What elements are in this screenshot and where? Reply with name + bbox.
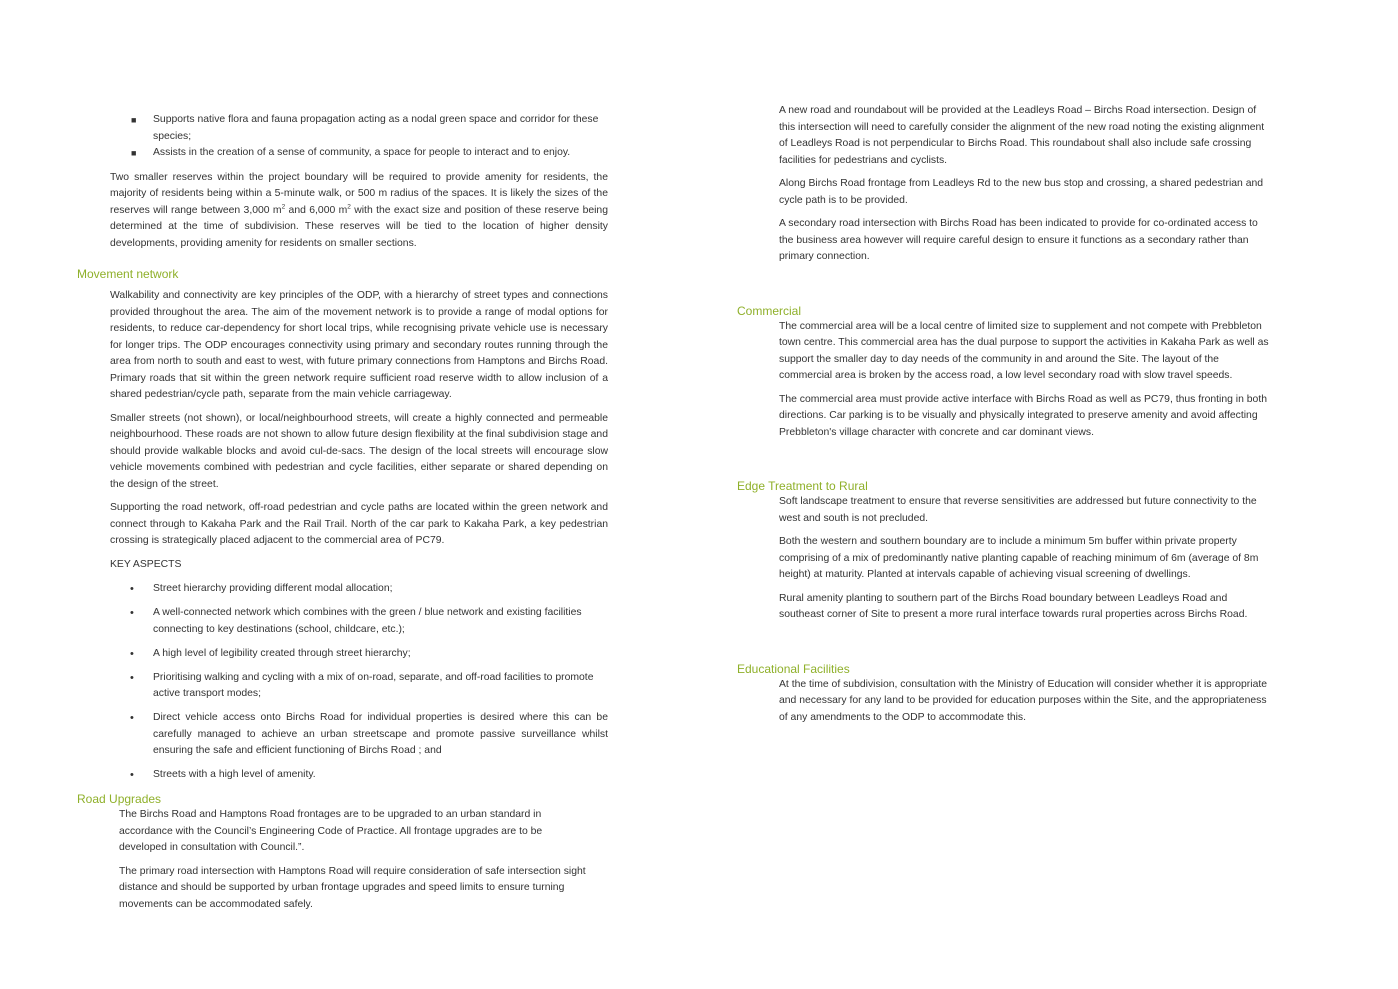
edge-paragraph: Rural amenity planting to southern part of the Birchs Road boundary between Leadleys Road and southeast corner of Site to present a more rural interface towards rural properties across Birchs Road. [779, 592, 1248, 620]
square-bullet-icon: ■ [131, 148, 137, 158]
intro-bullet-list [77, 112, 608, 162]
edge-treatment-heading: Edge Treatment to Rural [737, 479, 868, 493]
commercial-body [779, 319, 1269, 442]
key-aspects-list [77, 581, 608, 784]
road-paragraph: A secondary road intersection with Birchs Road has been indicated to provide for co-ordinated access to the business area however will require careful design to ensure it functions as a secondary rather than primary connection. [779, 218, 1258, 262]
road-upgrades-body [119, 807, 589, 913]
list-item: ■ Supports native flora and fauna propagation acting as a nodal green space and corridor for these species; [131, 114, 599, 142]
edge-paragraph: Both the western and southern boundary are to include a minimum 5m buffer within private property comprising of a mix of predominantly native planting capable of reaching minimum of 6m (average of 8m height) at maturity. Planted at intervals capable of achieving visual screening of dwellings. [779, 536, 1259, 580]
round-bullet-icon: • [130, 583, 134, 595]
round-bullet-icon: • [130, 671, 134, 684]
commercial-heading: Commercial [737, 303, 802, 318]
education-paragraph: At the time of subdivision, consultation with the Ministry of Education will consider whether it is appropriate and necessary for any land to be provided for education purposes within the Site, and the appropriateness of any amendments to the ODP to accommodate this. [779, 678, 1268, 723]
commercial-paragraph: The commercial area must provide active interface with Birchs Road as well as PC79, thus fronting in both directions. Car parking is to be visually and physically integrated to preserve amenity and avoid affecting Prebbleton's village character with concrete and car dominant views. [779, 393, 1268, 438]
list-item: • Prioritising walking and cycling with a mix of on-road, separate, and off-road facilities to promote active transport modes; [130, 671, 594, 699]
list-item: • Streets with a high level of amenity. [77, 767, 608, 784]
edge-treatment-body [779, 494, 1269, 624]
educational-facilities-body [779, 677, 1269, 727]
list-item: ■ Assists in the creation of a sense of community, a space for people to interact and to enjoy. [77, 145, 608, 162]
road-upgrades-heading: Road Upgrades [77, 792, 162, 806]
round-bullet-icon: • [130, 769, 134, 781]
road-paragraph: The primary road intersection with Hamptons Road will require consideration of safe intersection sight distance and should be supported by urban frontage upgrades and speed limits to ensure turning movements can be accommodated safely. [119, 865, 586, 910]
movement-paragraph: Walkability and connectivity are key principles of the ODP, with a hierarchy of street types and connections provided throughout the area. The aim of the movement network is to provide a range of modal options for residents, to reduce car-dependency for short local trips, while recognising private vehicle use is necessary for longer trips. The ODP encourages connectivity using primary and secondary routes running through the area from north to south and east to west, with future primary connections from Hamptons and Birchs Road. Primary roads that sit within the green network require sufficient road reserve width to allow inclusion of a shared pedestrian/cycle path, separate from the main vehicle carriageway. [110, 290, 608, 400]
right-column [737, 103, 1268, 733]
round-bullet-icon: • [130, 712, 134, 724]
road-paragraph: A new road and roundabout will be provided at the Leadleys Road – Birchs Road intersection. Design of this intersection will need to carefully consider the alignment of the new road noting the existing alignment of Leadleys Road is not perpendicular to Birchs Road. This roundabout shall also include safe crossing facilities for pedestrians and cyclists. [779, 105, 1265, 166]
road-continued-body [779, 103, 1269, 266]
list-item: • Direct vehicle access onto Birchs Road for individual properties is desired where this can be carefully managed to achieve an urban streetscape and promote passive surveillance whilst ensuring the safe and efficient functioning of Birchs Road ; and [130, 712, 608, 756]
movement-paragraph: Supporting the road network, off-road pedestrian and cycle paths are located within the green network and connect through to Kakaha Park and the Rail Trail. North of the car park to Kakaha Park, a key pedestrian crossing is strategically placed adjacent to the commercial area of PC79. [110, 502, 608, 546]
road-paragraph: Along Birchs Road frontage from Leadleys Rd to the new bus stop and crossing, a shared pedestrian and cycle path is to be provided. [779, 178, 1264, 206]
edge-paragraph: Soft landscape treatment to ensure that reverse sensitivities are addressed but future connectivity to the west and south is not precluded. [779, 496, 1257, 524]
educational-facilities-heading: Educational Facilities [737, 661, 850, 676]
commercial-paragraph: The commercial area will be a local centre of limited size to supplement and not compete with Prebbleton town centre. This commercial area has the dual purpose to support the activities in Kakaha Park as well as support the smaller day to day needs of the community in and around the Site. The layout of the commercial area is broken by the access road, a low level secondary road with slow travel speeds. [779, 320, 1269, 381]
left-column [77, 112, 608, 920]
list-item: • Street hierarchy providing different modal allocation; [77, 581, 608, 598]
list-item: • A well-connected network which combines with the green / blue network and existing facilities connecting to key destinations (school, childcare, etc.); [130, 607, 582, 635]
reserves-paragraph: Two smaller reserves within the project boundary will be required to provide amenity for residents, the majority of residents being within a 5-minute walk, or 500 m radius of the spaces. It is likely the sizes of the reserves will range between 3,000 $m^2$ and 6,000 $m^2$ with the exact size and position of these reserve being determined at the time of subdivision. These reserves will be tied to the location of higher density developments, providing amenity for residents on smaller sections. [110, 171, 608, 249]
movement-network-heading: Movement network [77, 267, 179, 281]
square-bullet-icon: ■ [131, 115, 137, 125]
movement-paragraph: Smaller streets (not shown), or local/neighbourhood streets, will create a highly connected and permeable neighbourhood. These roads are not shown to allow future design flexibility at the final subdivision stage and should provide walkable blocks and avoid cul-de-sacs. The design of the local streets will encourage slow vehicle movements combined with pedestrian and cycle facilities, either separate or shared depending on the design of the street. [110, 412, 608, 490]
round-bullet-icon: • [130, 607, 134, 619]
round-bullet-icon: • [130, 647, 134, 660]
road-paragraph: The Birchs Road and Hamptons Road frontages are to be upgraded to an urban standard in accordance with the Council’s Engineering Code of Practice. All frontage upgrades are to be developed in consultation with Council.”. [119, 809, 543, 853]
key-aspects-label: KEY ASPECTS [110, 558, 182, 570]
list-item: • A high level of legibility created through street hierarchy; [77, 646, 608, 663]
